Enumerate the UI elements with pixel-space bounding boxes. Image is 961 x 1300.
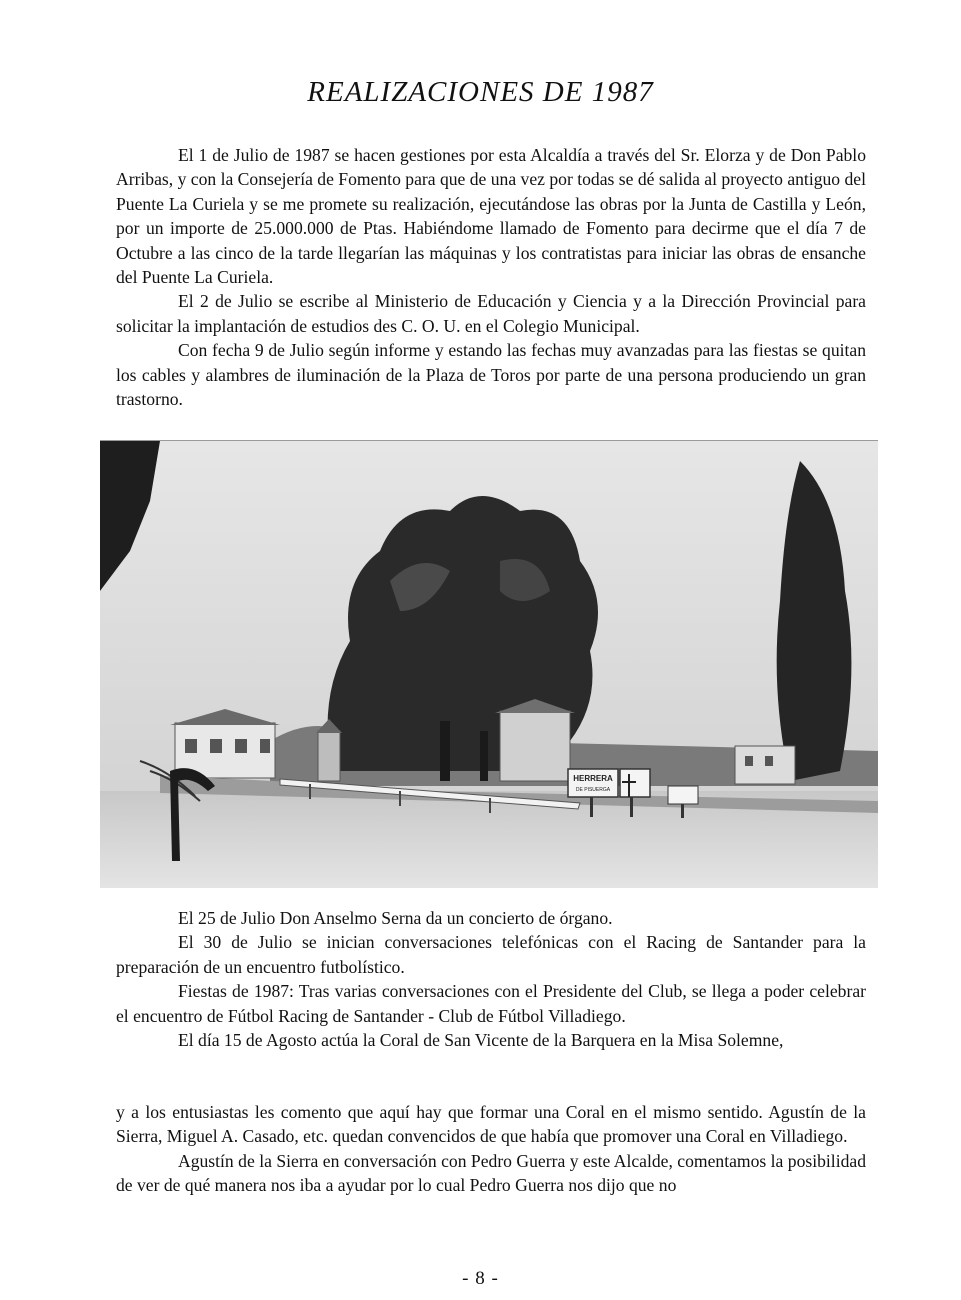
sign-text-line-2: DE PISUERGA: [575, 787, 611, 793]
text-block-middle: [116, 906, 866, 1052]
paragraph: El 2 de Julio se escribe al Ministerio de Educación y Ciencia y a la Dirección Provincial para solicitar la implantación de estudios des C. O. U. en el Colegio Municipal.: [116, 291, 866, 336]
paragraph: El 1 de Julio de 1987 se hacen gestiones por esta Alcaldía a través del Sr. Elorza y de Don Pablo Arribas, y con la Consejería de Fomento para que de una vez por todas se dé salida al proyecto antiguo del Puente La Curiela y se me promete su realización, ejecutándose las obras por la Junta de Castilla y León, por un importe de 25.000.000 de Ptas. Habiéndome llamado de Fomento para decirme que el día 7 de Octubre a las cinco de la tarde llegarían las máquinas y los contratistas para iniciar las obras de ensanche del Puente La Curiela.: [116, 145, 866, 288]
paragraph: Agustín de la Sierra en conversación con Pedro Guerra y este Alcalde, comentamos la posibilidad de ver de qué manera nos iba a ayudar por lo cual Pedro Guerra nos dijo que no: [116, 1150, 866, 1196]
sign-text-line-1: HERRERA: [573, 774, 613, 783]
paragraph: y a los entusiastas les comento que aquí hay que formar una Coral en el mismo sentido. Agustín de la Sierra, Miguel A. Casado, etc. quedan convencidos de que había que promover una Coral en Villadiego.: [116, 1102, 866, 1147]
paragraph: El día 15 de Agosto actúa la Coral de San Vicente de la Barquera en la Misa Solemne,: [178, 1030, 784, 1051]
bridge-photograph: [100, 440, 878, 888]
page-number: - 8 -: [462, 1268, 499, 1289]
paragraph: Fiestas de 1987: Tras varias conversaciones con el Presidente del Club, se llega a poder celebrar el encuentro de Fútbol Racing de Santander - Club de Fútbol Villadiego.: [116, 981, 866, 1026]
paragraph: Con fecha 9 de Julio según informe y estando las fechas muy avanzadas para las fiestas se quitan los cables y alambres de iluminación de la Plaza de Toros por parte de una persona produciendo un gran trastorno.: [116, 340, 866, 410]
text-block-top: [116, 143, 866, 411]
page-title: REALIZACIONES DE 1987: [307, 76, 654, 108]
paragraph: El 30 de Julio se inician conversaciones telefónicas con el Racing de Santander para la preparación de un encuentro futbolístico.: [116, 932, 866, 977]
text-block-bottom: [116, 1100, 866, 1198]
paragraph: El 25 de Julio Don Anselmo Serna da un concierto de órgano.: [178, 908, 613, 928]
